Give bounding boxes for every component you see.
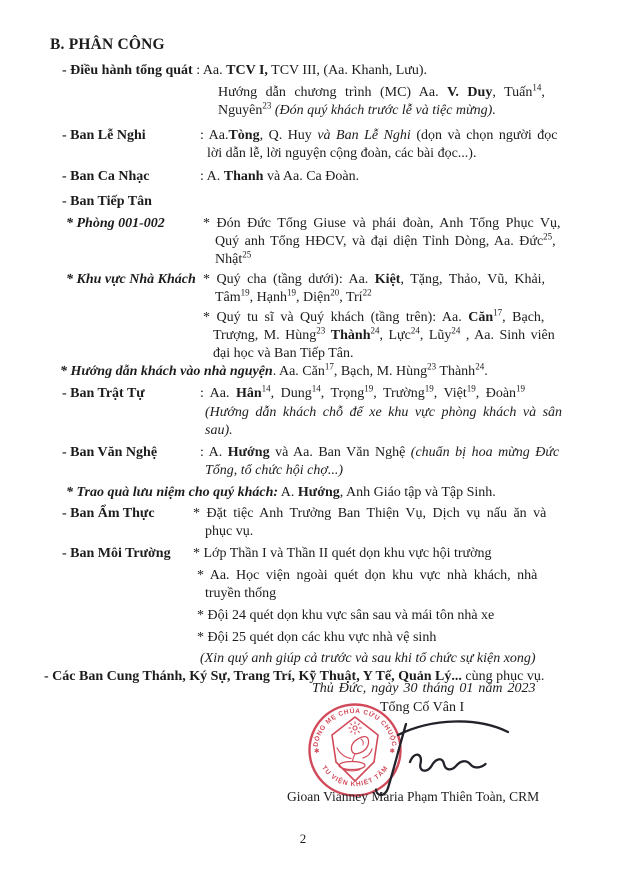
text-segment: phục vụ. (205, 524, 254, 539)
text-segment: , Q. Huy (259, 128, 318, 143)
document-line (205, 462, 343, 479)
text-segment: cùng phục vụ. (461, 669, 545, 684)
document-line (66, 484, 496, 501)
text-segment: TCV I, (226, 63, 268, 78)
text-segment: (Hướng dẫn khách chỗ để xe khu vực phòng khách và sân (205, 405, 563, 420)
document-line (200, 385, 525, 402)
text-segment: (dọn và chọn người đọc (410, 128, 558, 143)
text-segment: , Hạnh (249, 290, 287, 305)
document-line (200, 444, 559, 461)
document-line (207, 145, 476, 162)
text-segment: , Bạch, M. Hùng (333, 364, 428, 379)
document-line (62, 444, 157, 461)
text-segment: và Aa. Ban Văn Nghệ (269, 445, 411, 460)
text-segment: 25 (543, 231, 553, 242)
document-line (62, 168, 150, 185)
stamp-star-right-icon: ✱ (389, 748, 395, 755)
document-line (62, 545, 171, 562)
text-segment: , Lũy (419, 328, 452, 343)
document-line (203, 309, 544, 326)
text-segment: và Ban Lễ Nghi (317, 128, 411, 143)
text-segment: TCV III, (Aa. Khanh, Lưu). (267, 63, 428, 78)
text-segment: , Lực (379, 328, 411, 343)
text-segment: * Đội 25 quét dọn các khu vực nhà vệ sinh (197, 630, 437, 645)
text-segment: , Đoàn (475, 386, 517, 401)
document-line (66, 215, 165, 232)
text-segment: 14 (532, 82, 542, 93)
signer-name: Gioan Vianney Maria Phạm Thiên Toàn, CRM (287, 789, 540, 804)
text-segment: : Aa. (200, 386, 236, 401)
document-line (215, 233, 556, 250)
text-segment: * Phòng 001-002 (66, 216, 165, 231)
document-line (193, 545, 492, 562)
text-segment: 24 (370, 325, 380, 336)
document-line (205, 404, 562, 421)
document-line (218, 102, 496, 119)
document-line (62, 62, 427, 79)
text-segment: * Đón Đức Tổng Giuse và phái đoàn, Anh Tổng Phục Vụ, (203, 216, 561, 231)
text-segment: Căn (468, 310, 494, 325)
document-line (200, 650, 536, 667)
document-line (215, 251, 251, 268)
text-segment: Thanh (223, 169, 264, 184)
document-line (205, 422, 233, 439)
document-line (197, 607, 494, 624)
text-segment: (chuẩn bị hoa mừng Đức (410, 445, 560, 460)
text-segment: Tòng (228, 128, 260, 143)
text-segment: * Hướng dẫn khách vào nhà nguyện (60, 364, 273, 379)
text-segment: : A. (200, 169, 224, 184)
text-segment: . Aa. Căn (272, 364, 325, 379)
text-segment: . (484, 364, 488, 379)
text-segment: * Đội 24 quét dọn khu vực sân sau và mái tôn nhà xe (197, 608, 495, 623)
text-segment: 17 (324, 361, 334, 372)
text-segment: * Quý tu sĩ và Quý khách (tầng trên): Aa. (203, 310, 469, 325)
text-segment: * Đặt tiệc Anh Trưởng Ban Thiện Vụ, Dịch vụ nấu ăn và (193, 506, 547, 521)
text-segment: : A. (200, 445, 228, 460)
document-line (200, 168, 359, 185)
text-segment: 17 (493, 307, 503, 318)
document-line (62, 193, 152, 210)
text-segment: , Bạch, (502, 310, 545, 325)
text-segment: Nguyên (218, 103, 263, 118)
text-segment: Hướng dẫn chương trình (MC) Aa. (218, 85, 448, 100)
signer-role: Tổng Cố Vân I (380, 700, 465, 715)
text-segment: 23 (316, 325, 326, 336)
text-segment: * Khu vực Nhà Khách (66, 272, 196, 287)
document-line (203, 215, 561, 232)
text-segment: 24 (475, 361, 485, 372)
document-line (215, 289, 372, 306)
text-segment: 20 (330, 287, 340, 298)
stamp-text-bottom: TU VIỆN KHIẾT TÂM (320, 764, 390, 789)
document-line (62, 127, 146, 144)
document-line (193, 505, 546, 522)
document-line (205, 585, 276, 602)
document-line (66, 271, 196, 288)
text-segment: 14 (261, 383, 271, 394)
page-number: 2 (299, 831, 307, 846)
stamp-text-top: DÒNG MẸ CHÚA CỨU CHUỘC (312, 707, 398, 748)
text-segment: : Aa. (192, 63, 227, 78)
document-line (200, 127, 558, 144)
document-line (197, 629, 436, 646)
text-segment: - Ban Tiếp Tân (62, 194, 152, 209)
text-segment: * Trao quà lưu niệm cho quý khách: (66, 485, 279, 500)
text-segment: (Xin quý anh giúp cả trước và sau khi tổ chức sự kiện xong) (200, 651, 536, 666)
text-segment: Tâm (215, 290, 241, 305)
text-segment: : Aa. (200, 128, 229, 143)
document-line (62, 385, 145, 402)
text-segment: - Ban Lễ Nghi (62, 128, 146, 143)
text-segment: 19 (240, 287, 250, 298)
text-segment: , (552, 234, 556, 249)
text-segment: * Lớp Thần I và Thần II quét dọn khu vực hội trường (193, 546, 492, 561)
text-segment: - Các Ban Cung Thánh, Ký Sự, Trang Trí, Kỹ Thuật, Y Tế, Quản Lý... (44, 669, 462, 684)
text-segment: 24 (410, 325, 420, 336)
text-segment: Hân (235, 386, 262, 401)
text-segment: - Ban Ca Nhạc (62, 169, 150, 184)
document-line (213, 345, 354, 362)
text-segment: 19 (516, 383, 526, 394)
text-segment: , Tặng, Thảo, Vũ, Khải, (400, 272, 546, 287)
document-line (205, 523, 253, 540)
text-segment: , Trường (373, 386, 425, 401)
document-line (197, 567, 537, 584)
handwritten-signature-icon (340, 710, 515, 800)
text-segment: 22 (362, 287, 372, 298)
text-segment: A. (278, 485, 298, 500)
document-line (218, 84, 545, 101)
text-segment: 23 (427, 361, 437, 372)
text-segment: - Ban Ẩm Thực (62, 506, 155, 521)
text-segment: , (541, 85, 545, 100)
text-segment: 19 (364, 383, 374, 394)
text-segment: sau). (205, 423, 233, 438)
text-segment: Thành (436, 364, 476, 379)
text-segment: - Điều hành tổng quát (62, 63, 193, 78)
text-segment: 25 (242, 249, 252, 260)
text-segment: Nhật (215, 252, 243, 267)
text-segment: - Ban Môi Trường (62, 546, 171, 561)
text-segment: 19 (424, 383, 434, 394)
text-segment: 19 (286, 287, 296, 298)
text-segment: V. Duy (447, 85, 493, 100)
text-segment: truyền thống (205, 586, 277, 601)
text-segment: 14 (311, 383, 321, 394)
document-line (213, 327, 555, 344)
text-segment: và Aa. Ca Đoàn. (263, 169, 360, 184)
text-segment: , Anh Giáo tập và Tập Sinh. (339, 485, 496, 500)
text-segment: , Trí (339, 290, 363, 305)
text-segment: , Trọng (320, 386, 365, 401)
document-line (60, 363, 488, 380)
text-segment: Tổng, tổ chức hội chợ...) (205, 463, 343, 478)
text-segment: 24 (451, 325, 461, 336)
text-segment: Thành (330, 328, 371, 343)
text-segment: * Aa. Học viện ngoài quét dọn khu vực nhà khách, nhà (197, 568, 538, 583)
text-segment: , Việt (433, 386, 467, 401)
text-segment: , Dung (270, 386, 312, 401)
text-segment: Kiệt (374, 272, 401, 287)
text-segment: đại học và Ban Tiếp Tân. (213, 346, 354, 361)
text-segment: 19 (466, 383, 476, 394)
text-segment: * Quý cha (tầng dưới): Aa. (203, 272, 375, 287)
text-segment: Quý anh Tổng HĐCV, và đại diện Tỉnh Dòng, Aa. Đức (215, 234, 544, 249)
place-date-line: Thủ Đức, ngày 30 tháng 01 năm 2023 (312, 681, 536, 696)
page-title: B. PHÂN CÔNG (50, 36, 165, 53)
text-segment: , Diện (295, 290, 331, 305)
text-segment: , Aa. Sinh viên (460, 328, 555, 343)
text-segment: (Đón quý khách trước lễ và tiệc mừng). (274, 103, 496, 118)
document-line (62, 505, 155, 522)
stamp-star-left-icon: ✱ (314, 748, 320, 755)
text-segment: lời dẫn lễ, lời nguyện cộng đoàn, các bài đọc...). (207, 146, 477, 161)
text-segment: Hướng (297, 485, 340, 500)
text-segment: Hướng (227, 445, 270, 460)
text-segment: - Ban Trật Tự (62, 386, 145, 401)
text-segment: Trượng, M. Hùng (213, 328, 317, 343)
text-segment: - Ban Văn Nghệ (62, 445, 158, 460)
document-line (203, 271, 545, 288)
text-segment: , Tuấn (492, 85, 533, 100)
text-segment: 23 (262, 100, 272, 111)
